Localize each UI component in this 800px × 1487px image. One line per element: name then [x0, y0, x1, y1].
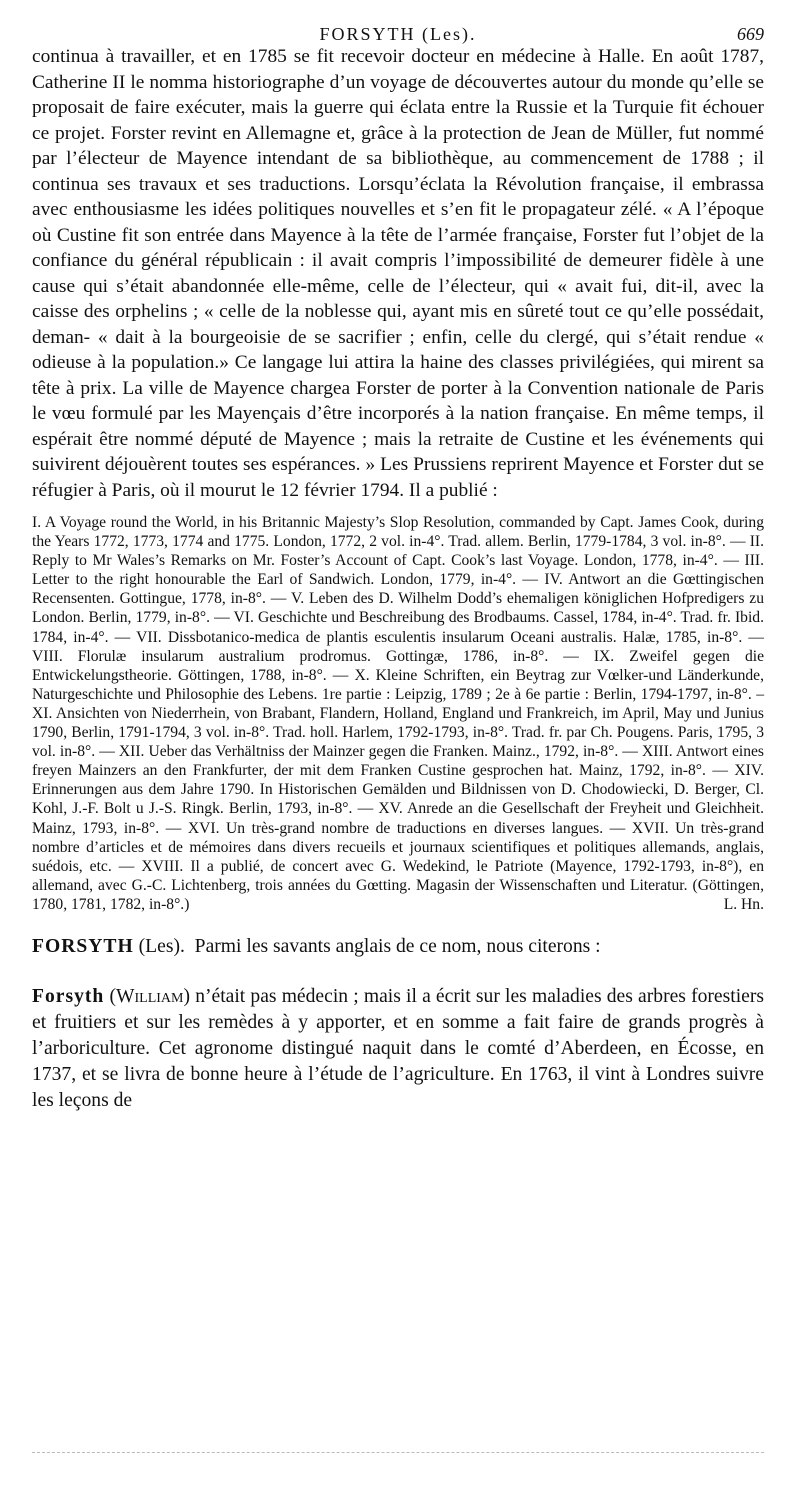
page-header	[32, 0, 764, 44]
footer-divider	[32, 1452, 764, 1453]
entry-headword-suffix: (Les).	[138, 935, 185, 957]
forsyth-section	[32, 934, 764, 960]
article-paragraph: continua à travailler, et en 1785 se fit recevoir docteur en médecine à Halle. En août 1787, Catherine II le nomma historiographe d’un voyage de découvertes autour du monde qu’elle se proposait de faire exécuter, mais la guerre qui éclata entre la Russie et la Turquie fit échouer ce projet. Forster revint en Allemagne et, grâce à la protection de Jean de Müller, fut nommé par l’électeur de Mayence intendant de sa bibliothèque, au commencement de 1788 ; il continua ses travaux et ses traductions. Lorsqu’éclata la Révolution française, il embrassa avec enthousiasme les idées politiques nouvelles et s’en fit le propagateur zélé. « A l’époque où Custine fit son entrée dans Mayence à la tête de l’armée française, Forster fut l’objet de la confiance du général républicain : il avait compris l’impossibilité de demeurer fidèle à une cause qui s’était abandonnée elle-même, celle de l’électeur, qui « avait fui, dit-il, avec la caisse des orphelins ; « celle de la noblesse qui, ayant mis en sûreté tout ce qu’elle possédait, deman- « dait à la bourgeoisie de se sacrifier ; enfin, celle du clergé, qui s’était rendue « odieuse à la population.» Ce langage lui attira la haine des classes privilégiées, qui mirent sa tête à prix. La ville de Mayence chargea Forster de porter à la Convention nationale de Paris le vœu formulé par les Mayençais d’être incorporés à la nation française. En même temps, il espérait être nommé député de Mayence ; mais la retraite de Custine et les événements qui suivirent déjouèrent toutes ses espérances. » Les Prussiens reprirent Mayence et Forster dut se réfugier à Paris, où il mourut le 12 février 1794. Il a publié :	[32, 46, 764, 501]
page-number: 669	[737, 24, 764, 44]
dictionary-page	[32, 0, 764, 1114]
william-entry-paragraph	[32, 984, 764, 1114]
subentry-text: n’était pas médecin ; mais il a écrit sur les maladies des arbres forestiers et fruitiers et sur les remèdes à y apporter, et en somme a fait faire de grands progrès à l’arboriculture. Cet agronome distingué naquit dans le comté d’Aberdeen, en Écosse, en 1737, et se livra de bonne heure à l’étude de l’agriculture. En 1763, il vint à Londres suivre les leçons de	[32, 985, 764, 1111]
forsyth-section-intro	[32, 934, 764, 960]
subentry-headword: Forsyth	[32, 985, 105, 1007]
subentry-first-name: (William)	[109, 985, 191, 1007]
entry-headword: FORSYTH	[32, 935, 134, 957]
article-body	[32, 44, 764, 503]
bibliography	[32, 513, 764, 914]
william-forsyth-entry	[32, 984, 764, 1114]
author-signature: L. Hn.	[723, 895, 764, 913]
bibliography-list: I. A Voyage round the World, in his Britannic Majesty’s Slop Resolution, commanded by Capt. James Cook, during the Years 1772, 1773, 1774 and 1775. London, 1772, 2 vol. in-4°. Trad. allem. Berlin, 1779-1784, 3 vol. in-8°. — II. Reply to Mr Wales’s Remarks on Mr. Foster’s Account of Capt. Cook’s last Voyage. London, 1778, in-4°. — III. Letter to the right honourable the Earl of Sandwich. London, 1779, in-4°. — IV. Antwort an die Gœttingischen Recensenten. Gottingue, 1778, in-8°. — V. Leben des D. Wilhelm Dodd’s ehemaligen königlichen Hofpredigers zu London. Berlin, 1779, in-8°. — VI. Geschichte und Beschreibung des Brodbaums. Cassel, 1784, in-4°. Trad. fr. Ibid. 1784, in-4°. — VII. Dissbotanico-medica de plantis esculentis insularum Oceani australis. Halæ, 1785, in-8°. — VIII. Florulæ insularum australium prodromus. Gottingæ, 1786, in-8°. — IX. Zweifel gegen die Entwickelungstheorie. Göttingen, 1788, in-8°. — X. Kleine Schriften, ein Beytrag zur Vœlker-und Länderkunde, Naturgeschichte und Philosophie des Lebens. 1re partie : Leipzig, 1789 ; 2e à 6e partie : Berlin, 1794-1797, in-8°. – XI. Ansichten von Niederrhein, von Brabant, Flandern, Holland, England und Frankreich, im April, May und Junius 1790, Berlin, 1791-1794, 3 vol. in-8°. Trad. holl. Harlem, 1792-1793, in-8°. Trad. fr. par Ch. Pougens. Paris, 1795, 3 vol. in-8°. — XII. Ueber das Verhältniss der Mainzer gegen die Franken. Mainz., 1792, in-8°. — XIII. Antwort eines freyen Mainzers an den Frankfurter, der mit dem Franken Custine gesprochen hat. Mainz, 1792, in-8°. — XIV. Erinnerungen aus dem Jahre 1790. In Historischen Gemälden und Bildnissen von D. Chodowiecki, D. Berger, Cl. Kohl, J.-F. Bolt u J.-S. Ringk. Berlin, 1793, in-8°. — XV. Anrede an die Gesellschaft der Freyheit und Gleichheit. Mainz, 1793, in-8°. — XVI. Un très-grand nombre de traductions en diverses langues. — XVII. Un très-grand nombre d’articles et de mémoires dans divers recueils et journaux scientifiques et politiques allemands, anglais, suédois, etc. — XVIII. Il a publié, de concert avec G. Wedekind, le Patriote (Mayence, 1792-1793, in-8°), en allemand, avec G.-C. Lichtenberg, trois années du Gœtting. Magasin der Wissenschaften und Literatur. (Göttingen, 1780, 1781, 1782, in-8°.)	[32, 514, 764, 913]
running-title: FORSYTH (Les).	[319, 24, 477, 44]
section-intro-text: Parmi les savants anglais de ce nom, nous citerons :	[194, 935, 601, 957]
bibliography-text	[32, 513, 764, 914]
